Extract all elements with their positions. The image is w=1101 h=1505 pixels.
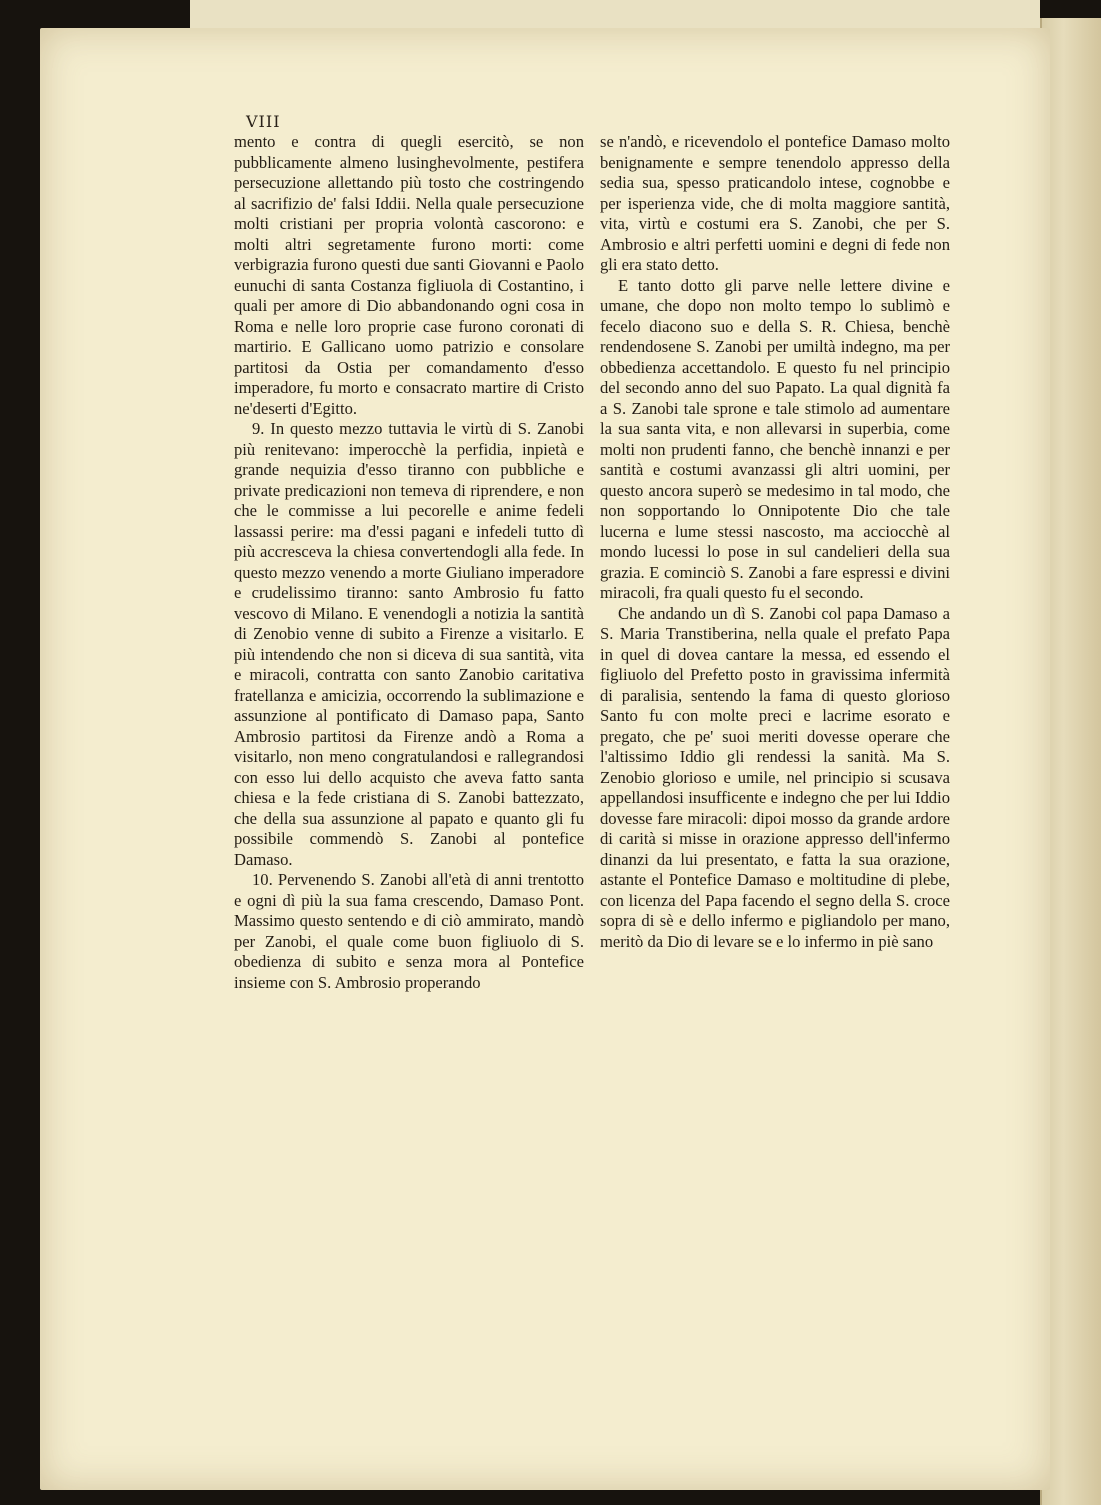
paragraph-continuation: mento e contra di quegli esercitò, se non pubblicamente almeno lusinghevolmente, pestifera persecuzione allettando più tosto che costringendo al sacrifizio de' falsi Iddii. Nella quale persecuzione molti cristiani per propria volontà cascorono: e molti altri segretamente furono morti: come verbigrazia furono questi due santi Giovanni e Paolo eunuchi di santa Costanza figliuola di Costantino, i quali per amore di Dio abbandonando ogni cosa in Roma e nelle loro proprie case furono coronati di martirio. E Gallicano uomo patrizio e consolare partitosi da Ostia per comandamento d'esso imperadore, fu morto e consacrato martire di Cristo ne'deserti d'Egitto. [234, 132, 584, 418]
right-text-column [600, 132, 950, 952]
paragraph-section-10: 10. Pervenendo S. Zanobi all'età di anni trentotto e ogni dì più la sua fama crescendo, Damaso Pont. Massimo questo sentendo e di ciò ammirato, mandò per Zanobi, el quale come buon figliuolo di S. obedienza di subito e senza mora al Pontefice insieme con S. Ambrosio properando [234, 870, 584, 992]
paragraph-deacon: E tanto dotto gli parve nelle lettere divine e umane, che dopo non molto tempo lo sublimò e fecelo diacono suo e della S. R. Chiesa, benchè rendendosene S. Zanobi per umiltà indegno, ma per obbedienza accettandolo. E questo fu nel principio del secondo anno del suo Papato. La qual dignità fa a S. Zanobi tale sprone e tale stimolo ad aumentare la sua santa vita, e non allevarsi in superbia, come molti non prudenti fanno, che benchè innanzi e per santità e costumi avanzassi gli altri uomini, per questo ancora superò se medesimo in tal modo, che non sopportando lo Onnipotente Dio che tale lucerna e lume stessi nascosto, ma acciocchè al mondo lucessi lo pose in sul candelieri della sua grazia. E cominciò S. Zanobi a fare espressi e divini miracoli, fra quali questo fu el secondo. [600, 275, 950, 602]
page-number: VIII [246, 112, 281, 131]
paragraph-miracle: Che andando un dì S. Zanobi col papa Damaso a S. Maria Transtiberina, nella quale el prefato Papa in quel di dovea cantare la messa, ed essendo el figliuolo del Prefetto posto in gravissima infermità di paralisia, sentendo la fama di questo glorioso Santo fu con molte preci e lacrime esorato e pregato, che pe' suoi meriti dovesse operare che l'altissimo Iddio gli rendessi la sanità. Ma S. Zenobio glorioso e umile, nel principio si scusava appellandosi insufficente e indegno che per lui Iddio dovesse fare miracoli: dipoi mosso da grande ardore di carità si misse in orazione appresso dell'infermo dinanzi da lui presentato, e fatta la sua orazione, astante el Pontefice Damaso e moltitudine di plebe, con licenza del Papa facendo el segno della S. croce sopra di sè e dello infermo e pigliandolo per mano, meritò da Dio di levare se e lo infermo in piè sano [600, 603, 950, 951]
paragraph-continuation-right: se n'andò, e ricevendolo el pontefice Damaso molto benignamente e sempre tenendolo appresso della sedia sua, spesso praticandolo intese, cognobbe e per isperienza vide, che di molta maggiore santità, vita, virtù e costumi era S. Zanobi, che per S. Ambrosio e altri perfetti uomini e degni di fede non gli era stato detto. [600, 132, 950, 274]
torn-paper-scrap [190, 0, 1040, 31]
left-text-column [234, 132, 584, 993]
paragraph-section-9: 9. In questo mezzo tuttavia le virtù di S. Zanobi più renitevano: imperocchè la perfidia, inpietà e grande nequizia d'esso tiranno con pubbliche e private predicazioni non temeva di riprendere, e non che le commisse a lui pecorelle e anime fedeli lassassi perire: ma d'essi pagani e infedeli tutto dì più accresceva la chiesa convertendogli alla fede. In questo mezzo venendo a morte Giuliano imperadore e crudelissimo tiranno: santo Ambrosio fu fatto vescovo di Milano. E venendogli a notizia la santità di Zenobio venne di subito a Firenze a visitarlo. E più intendendo che non si diceva di sua santità, vita e miracoli, contratta con santo Zanobio caritativa fratellanza e amicizia, occorrendo la sublimazione e assunzione al pontificato di Damaso papa, Santo Ambrosio partitosi da Firenze andò a Roma a visitarlo, non meno congratulandosi e rallegrandosi con esso lui dello acquisto che aveva fatto santa chiesa e la fede cristiana di S. Zanobi battezzato, che della sua assunzione al papato e quanto gli fu possibile commendò S. Zanobi al pontefice Damaso. [234, 419, 584, 869]
